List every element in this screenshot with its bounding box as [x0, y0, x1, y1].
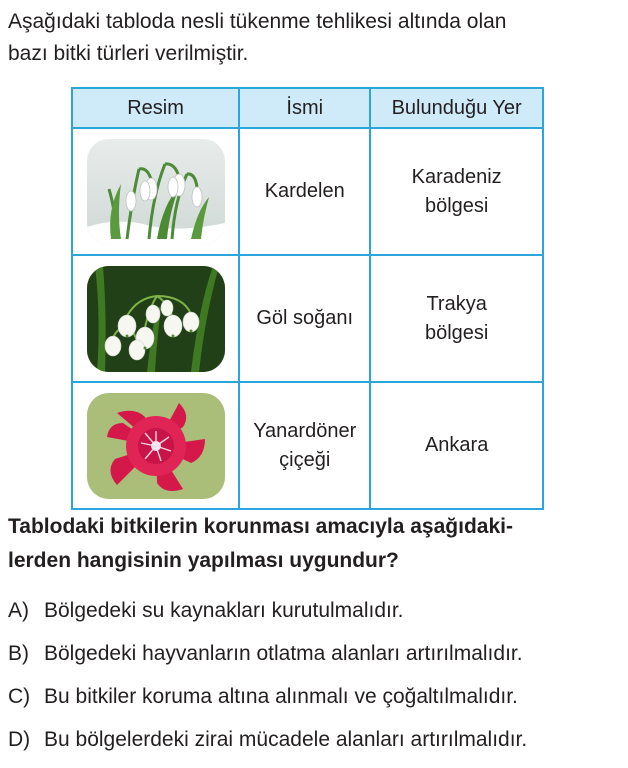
- plant-name: Yanardöner: [253, 419, 357, 442]
- option-letter: C): [8, 685, 31, 708]
- answer-options: [8, 596, 623, 768]
- location-cell: [370, 382, 543, 509]
- plant-location-line-2: bölgesi: [424, 194, 489, 217]
- option-a[interactable]: [8, 596, 623, 639]
- intro-text: [8, 6, 620, 70]
- name-cell: [239, 255, 370, 382]
- snowdrop-photo: [87, 139, 225, 245]
- plant-name: Göl soğanı: [256, 307, 354, 329]
- location-cell: [370, 128, 543, 255]
- name-cell: [239, 128, 370, 255]
- header-name: İsmi: [239, 88, 370, 128]
- plant-location-line-2: bölgesi: [424, 321, 489, 344]
- option-text: Bu bitkiler koruma altına alınmalı ve çoğaltılmalıdır.: [44, 685, 518, 708]
- plant-location: Ankara: [424, 434, 489, 456]
- summer-snowflake-photo: [87, 266, 225, 372]
- header-location: Bulunduğu Yer: [370, 88, 543, 128]
- question-line-2: lerden hangisinin yapılması uygundur?: [8, 549, 399, 572]
- question-line-1: Tablodaki bitkilerin korunması amacıyla aşağıdaki-: [8, 515, 513, 538]
- name-cell: [239, 382, 370, 509]
- plant-name-line-2: çiçeği: [279, 448, 331, 471]
- location-cell: [370, 255, 543, 382]
- option-c[interactable]: [8, 682, 623, 725]
- image-cell: [72, 128, 239, 255]
- plant-location: Trakya: [426, 292, 487, 315]
- table-row: [72, 255, 543, 382]
- intro-line-2: bazı bitki türleri verilmiştir.: [8, 42, 249, 65]
- plant-location: Karadeniz: [411, 165, 502, 188]
- header-image: Resim: [72, 88, 239, 128]
- option-letter: A): [8, 599, 29, 622]
- option-d[interactable]: [8, 725, 623, 768]
- question-text: [8, 510, 620, 578]
- endangered-plants-table: [71, 87, 544, 510]
- option-letter: B): [8, 642, 29, 665]
- plant-name: Kardelen: [264, 180, 345, 202]
- table-header-row: [72, 88, 543, 128]
- option-b[interactable]: [8, 639, 623, 682]
- red-carnation-photo: [87, 393, 225, 499]
- image-cell: [72, 382, 239, 509]
- option-text: Bu bölgelerdeki zirai mücadele alanları artırılmalıdır.: [44, 728, 528, 751]
- table-row: [72, 382, 543, 509]
- image-cell: [72, 255, 239, 382]
- option-text: Bölgedeki su kaynakları kurutulmalıdır.: [44, 599, 404, 622]
- intro-line-1: Aşağıdaki tabloda nesli tükenme tehlikesi altında olan: [8, 10, 507, 33]
- option-letter: D): [8, 728, 31, 751]
- table-row: [72, 128, 543, 255]
- option-text: Bölgedeki hayvanların otlatma alanları artırılmalıdır.: [44, 642, 523, 665]
